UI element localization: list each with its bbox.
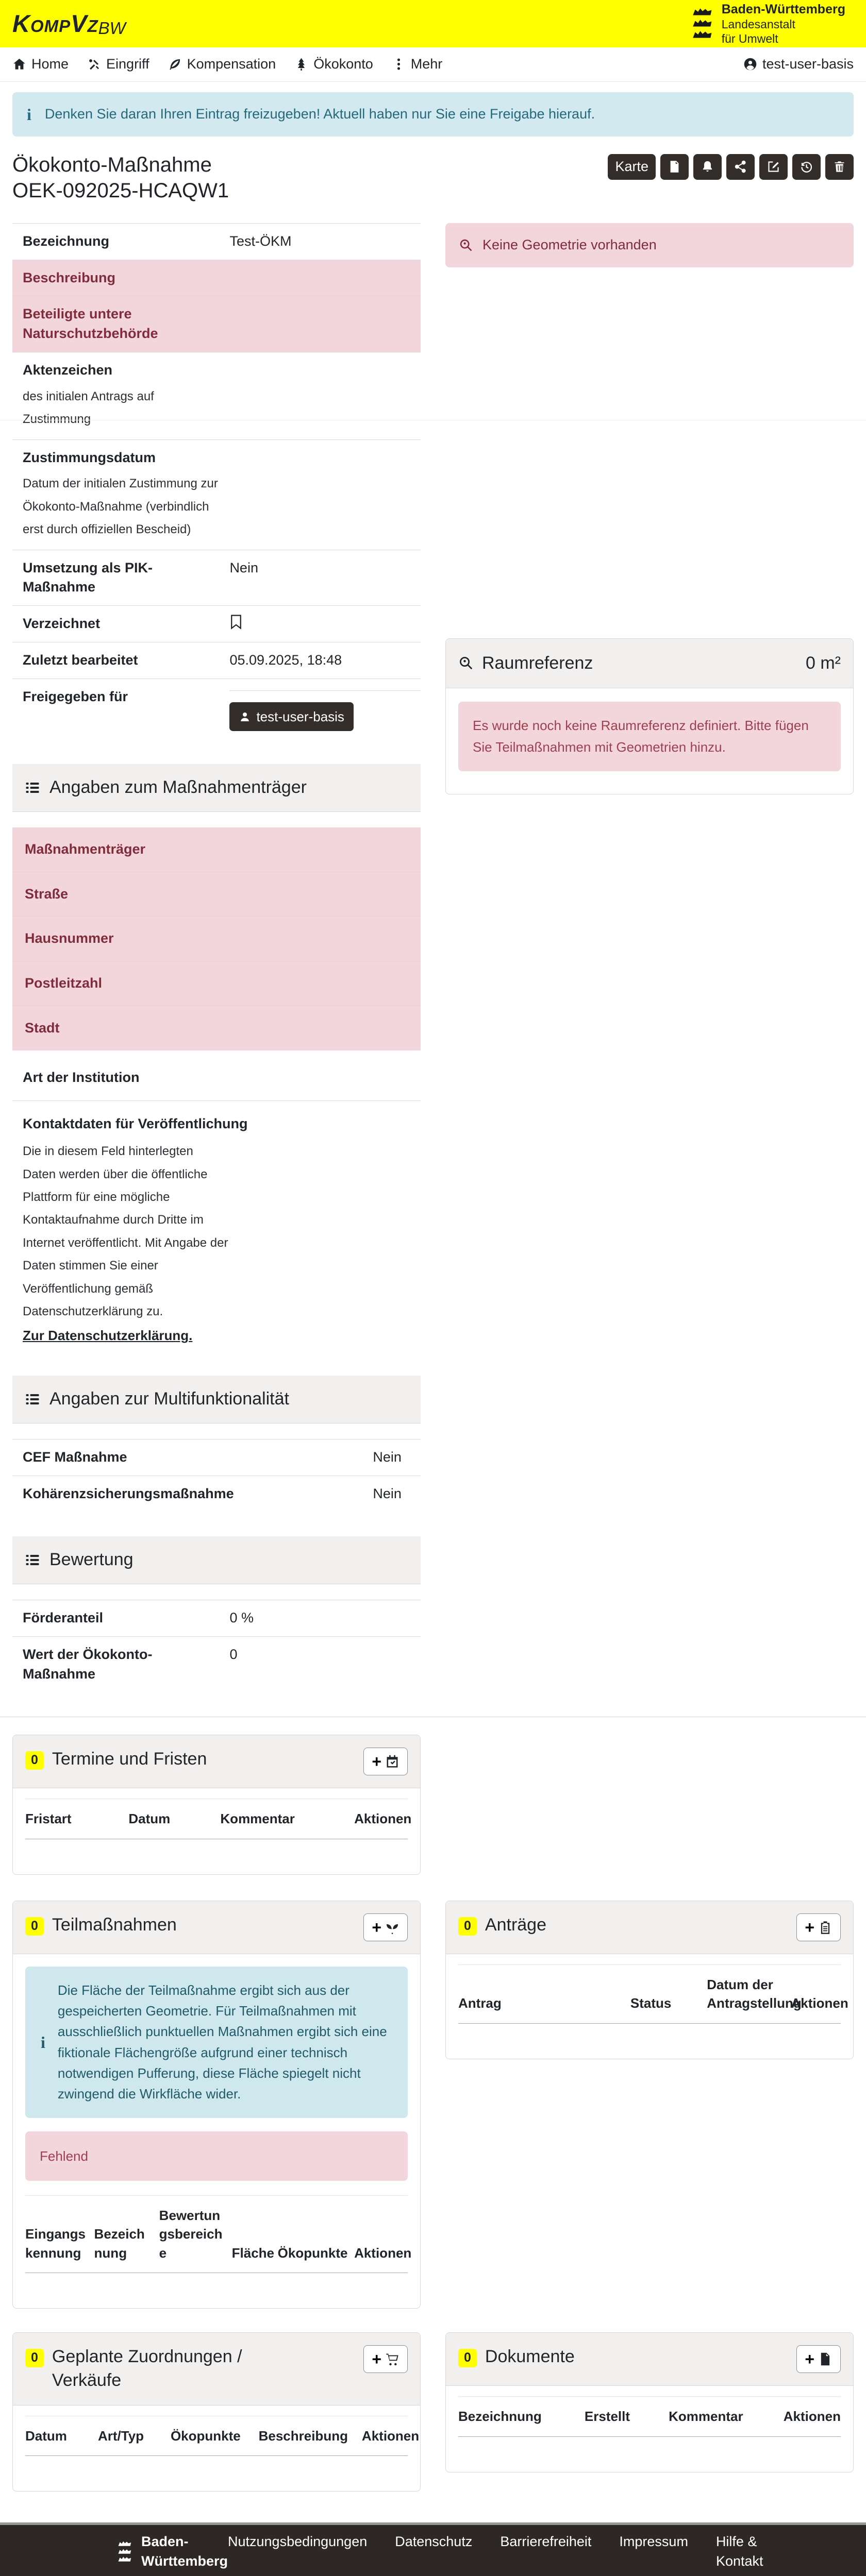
history-icon	[800, 160, 813, 174]
footer-brand-label: Baden-Württemberg	[141, 2533, 228, 2569]
teilmassnahmen-info-alert	[25, 1967, 408, 2118]
detail-row-wert	[12, 1637, 421, 1692]
list-icon	[25, 1392, 40, 1407]
footer-link-impressum[interactable]: Impressum	[619, 2533, 688, 2549]
kompvz-logo[interactable]	[12, 7, 126, 41]
detail-help-text: Datum der initialen Zustimmung zur Ökokonto-Maßnahme (verbindlich erst durch offiziellen Bescheid)	[23, 477, 218, 537]
col-fristart: Fristart	[25, 1799, 128, 1839]
multifunktionalitaet-table	[12, 1439, 421, 1512]
col-erstellt: Erstellt	[585, 2397, 669, 2436]
antraege-count-badge: 0	[458, 1917, 477, 1936]
teilmassnahmen-title: Teilmaßnahmen	[52, 1914, 177, 1935]
karte-button-label: Karte	[615, 159, 648, 175]
calendar-check-icon	[385, 1754, 399, 1769]
brand-line-1: Baden-Württemberg	[721, 2, 845, 16]
left-column	[12, 223, 421, 1692]
col-kommentar: Kommentar	[669, 2397, 779, 2436]
col-flaeche: Fläche	[232, 2195, 278, 2273]
freigabe-user-badge[interactable]	[229, 702, 354, 731]
detail-row-zustimmungsdatum	[12, 440, 421, 550]
termine-count-badge: 0	[25, 1751, 44, 1770]
plus-icon: +	[372, 2350, 381, 2369]
history-button[interactable]	[792, 154, 821, 180]
col-antrag: Antrag	[458, 1964, 630, 2023]
action-toolbar	[608, 154, 854, 180]
home-icon	[12, 57, 26, 71]
col-status: Status	[630, 1964, 707, 2023]
detail-value: 0	[229, 1646, 238, 1662]
plus-icon: +	[805, 2350, 814, 2369]
missing-row-strasse: Straße	[12, 872, 421, 917]
detail-row-cef	[12, 1439, 421, 1476]
section-title: Bewertung	[49, 1550, 134, 1570]
ellipsis-vertical-icon	[392, 57, 406, 71]
termine-title: Termine und Fristen	[52, 1749, 207, 1769]
raumreferenz-card	[445, 638, 854, 795]
nav-item-label: Ökokonto	[313, 56, 373, 72]
bell-icon	[701, 160, 714, 174]
report-button[interactable]	[660, 154, 689, 180]
clipboard-icon	[818, 1920, 832, 1935]
seedling-icon	[385, 1920, 399, 1935]
detail-label: Verzeichnet	[23, 616, 101, 632]
col-oekopunkte: Ökopunkte	[278, 2195, 354, 2273]
art-der-institution-label: Art der Institution	[12, 1055, 421, 1101]
col-bezeichnung: Bezeichnung	[458, 2397, 585, 2436]
delete-button[interactable]	[825, 154, 854, 180]
nav-item-label: Home	[31, 56, 69, 72]
nav-item-label: Eingriff	[106, 56, 149, 72]
detail-label: Förderanteil	[23, 1609, 104, 1625]
edit-button[interactable]	[759, 154, 788, 180]
detail-row-verzeichnet	[12, 606, 421, 642]
file-icon	[818, 2352, 832, 2366]
main-content	[0, 92, 866, 1692]
info-icon: i	[27, 105, 31, 124]
no-geometry-alert	[445, 223, 854, 267]
footer-brand	[118, 2532, 228, 2571]
user-icon	[239, 710, 251, 723]
section-title: Angaben zur Multifunktionalität	[49, 1389, 289, 1409]
bw-lions-logo-white	[118, 2540, 133, 2564]
detail-row-aktenzeichen	[12, 352, 421, 440]
antraege-title: Anträge	[485, 1914, 546, 1935]
info-icon: i	[41, 2032, 45, 2052]
kontaktdaten-block	[12, 1101, 421, 1351]
add-teilmassnahme-button[interactable]	[363, 1913, 408, 1941]
tools-icon	[87, 57, 101, 71]
nav-item-kompensation[interactable]	[168, 55, 276, 74]
add-antrag-button[interactable]	[796, 1913, 841, 1941]
col-datum: Datum	[25, 2416, 98, 2455]
user-menu[interactable]	[743, 55, 854, 74]
detail-value: 05.09.2025, 18:48	[229, 652, 342, 668]
cart-icon	[385, 2352, 399, 2366]
raumreferenz-area-value: 0 m²	[806, 653, 841, 673]
top-bar	[0, 0, 866, 47]
detail-row-freigegeben	[12, 679, 421, 739]
section-header-bewertung	[12, 1536, 421, 1584]
raumreferenz-alert: Es wurde noch keine Raumreferenz definiert. Bitte fügen Sie Teilmaßnahmen mit Geometrien hinzu.	[458, 702, 841, 771]
col-art-typ: Art/Typ	[98, 2416, 171, 2455]
detail-row-foerderanteil	[12, 1600, 421, 1637]
col-bezeichnung: Bezeichnung	[94, 2195, 159, 2273]
detail-label: Wert der Ökokonto-Maßnahme	[23, 1646, 153, 1682]
zuordnungen-card	[12, 2332, 421, 2492]
footer	[0, 2522, 866, 2576]
detail-row-pik	[12, 550, 421, 606]
bewertung-table	[12, 1600, 421, 1692]
section-header-multifunktionalitaet	[12, 1376, 421, 1423]
brand-line-2: Landesanstalt	[721, 18, 795, 31]
col-aktionen: Aktionen	[354, 1799, 408, 1839]
col-datum-antragstellung: Datum der Antragstellung	[707, 1964, 791, 2023]
detail-label: Freigegeben für	[23, 688, 128, 704]
list-icon	[25, 1552, 40, 1568]
nav-item-mehr[interactable]	[392, 55, 443, 74]
detail-value: Nein	[229, 560, 258, 575]
plus-icon: +	[372, 1918, 381, 1937]
nav-item-home[interactable]	[12, 55, 69, 74]
list-icon	[25, 780, 40, 795]
user-name: test-user-basis	[762, 56, 854, 72]
detail-row-naturschutzbehoerde	[12, 296, 421, 352]
kompvz-logo-sub: BW	[98, 19, 126, 38]
missing-row-hausnummer: Hausnummer	[12, 916, 421, 961]
details-table	[12, 223, 421, 739]
detail-value: Test-ÖKM	[229, 233, 292, 249]
col-beschreibung: Beschreibung	[259, 2416, 362, 2455]
dokumente-table	[458, 2396, 841, 2457]
footer-link-hilfe-kontakt[interactable]: Hilfe & Kontakt	[715, 2533, 763, 2569]
nav-item-label: Mehr	[410, 56, 443, 72]
search-location-icon	[458, 655, 474, 671]
detail-value: 0 %	[229, 1609, 254, 1625]
notification-button[interactable]	[693, 154, 722, 180]
teilmassnahmen-count-badge: 0	[25, 1917, 44, 1936]
footer-links	[228, 2532, 763, 2571]
dokumente-count-badge: 0	[458, 2349, 477, 2367]
detail-row-bezeichnung	[12, 224, 421, 260]
col-bewertungsbereiche: Bewertungsbereiche	[159, 2195, 232, 2273]
detail-label: Zustimmungsdatum	[23, 449, 156, 465]
right-column	[445, 223, 854, 1692]
zuordnungen-table	[25, 2416, 420, 2477]
release-notice-text: Denken Sie daran Ihren Eintrag freizugeben! Aktuell haben nur Sie eine Freigabe hierauf.	[44, 106, 595, 122]
col-aktionen: Aktionen	[354, 2195, 408, 2273]
detail-label-missing: Beschreibung	[23, 269, 116, 285]
kompvz-logo-main: KompVz	[12, 10, 98, 38]
dokumente-card	[445, 2332, 854, 2472]
leaf-icon	[168, 57, 182, 71]
share-button[interactable]	[726, 154, 755, 180]
page-title-id: OEK-092025-HCAQW1	[12, 179, 229, 202]
raumreferenz-title: Raumreferenz	[482, 653, 593, 673]
plus-icon: +	[372, 1752, 381, 1771]
teilmassnahmen-info-text: Die Fläche der Teilmaßnahme ergibt sich aus der gespeicherten Geometrie. Für Teilmaßnahmen mit ausschließlich punktuellen Maßnahmen ergibt sich eine fiktionale Flächengröße aufgrund einer technisch notwendigen Pufferung, diese Fläche spiegelt nicht zwingend die Wirkfläche wider.	[57, 1982, 387, 2102]
detail-label: Aktenzeichen	[23, 362, 113, 378]
add-dokument-button[interactable]	[796, 2345, 841, 2373]
detail-label-missing: Beteiligte untere Naturschutzbehörde	[23, 306, 158, 342]
detail-label: Zuletzt bearbeitet	[23, 652, 138, 668]
detail-label: Bezeichnung	[23, 233, 110, 249]
col-aktionen: Aktionen	[362, 2416, 408, 2455]
freigabe-user-name: test-user-basis	[256, 708, 344, 724]
bw-brand	[692, 2, 845, 46]
teilmassnahmen-missing-alert: Fehlend	[25, 2131, 408, 2181]
file-text-icon	[668, 160, 681, 174]
detail-row-beschreibung	[12, 260, 421, 297]
zuordnungen-count-badge: 0	[25, 2349, 44, 2367]
section-title: Angaben zum Maßnahmenträger	[49, 777, 307, 798]
edit-icon	[767, 160, 780, 174]
nav-item-eingriff[interactable]	[87, 55, 149, 74]
no-geometry-text: Keine Geometrie vorhanden	[482, 236, 657, 252]
missing-row-massnahmentraeger: Maßnahmenträger	[12, 827, 421, 872]
page-title	[12, 152, 229, 204]
missing-row-postleitzahl: Postleitzahl	[12, 961, 421, 1006]
col-aktionen: Aktionen	[779, 2397, 841, 2436]
col-datum: Datum	[128, 1799, 220, 1839]
detail-label: Kohärenzsicherungsmaßnahme	[23, 1485, 234, 1501]
raumreferenz-header	[446, 639, 853, 689]
zuordnungen-title: Geplante Zuordnungen / Verkäufe	[52, 2347, 242, 2390]
page-title-type: Ökokonto-Maßnahme	[12, 153, 212, 176]
detail-value: Nein	[373, 1449, 402, 1465]
plus-icon: +	[805, 1918, 814, 1937]
detail-help-text: des initialen Antrags auf Zustimmung	[23, 389, 154, 427]
nav-item-oekokonto[interactable]	[294, 55, 373, 74]
antraege-card	[445, 1901, 854, 2059]
bw-lions-logo	[692, 7, 714, 41]
add-zuordnung-button[interactable]	[363, 2345, 408, 2373]
dokumente-title: Dokumente	[485, 2347, 575, 2367]
share-icon	[734, 160, 747, 174]
user-icon	[743, 57, 757, 71]
nav-item-label: Kompensation	[187, 56, 276, 72]
teilmassnahmen-card	[12, 1901, 421, 2309]
release-notice-alert	[12, 92, 854, 137]
trash-icon	[832, 160, 846, 174]
kontaktdaten-help-text: Die in diesem Feld hinterlegten Daten werden über die öffentliche Plattform für eine mögliche Kontaktaufnahme durch Dritte im Internet veröffentlicht. Mit Angabe der Daten stimmen Sie einer Veröffentlichung gemäß Datenschutzerklärung zu.	[23, 1144, 228, 1319]
traeger-missing-rows	[12, 827, 421, 1050]
col-aktionen: Aktionen	[791, 1964, 841, 2023]
teilmassnahmen-table	[25, 2195, 412, 2294]
detail-label: CEF Maßnahme	[23, 1449, 127, 1465]
col-kommentar: Kommentar	[220, 1799, 354, 1839]
search-location-icon	[459, 238, 473, 252]
footer-link-barrierefreiheit[interactable]: Barrierefreiheit	[500, 2533, 592, 2549]
missing-row-stadt: Stadt	[12, 1006, 421, 1050]
antraege-table	[458, 1964, 848, 2044]
freigabe-list-divider	[229, 690, 421, 691]
footer-link-nutzungsbedingungen[interactable]: Nutzungsbedingungen	[228, 2533, 368, 2549]
karte-button[interactable]	[608, 154, 656, 180]
col-eingangskennung: Eingangskennung	[25, 2195, 94, 2273]
add-termin-button[interactable]	[363, 1748, 408, 1775]
bookmark-icon	[229, 614, 421, 630]
termine-table	[25, 1799, 412, 1859]
section-header-massnahmentraeger	[12, 764, 421, 812]
termine-card	[12, 1735, 421, 1874]
detail-label: Umsetzung als PIK-Maßnahme	[23, 560, 153, 595]
col-oekopunkte: Ökopunkte	[171, 2416, 259, 2455]
footer-link-datenschutz[interactable]: Datenschutz	[395, 2533, 473, 2549]
detail-value: Nein	[373, 1485, 402, 1501]
tree-icon	[294, 57, 308, 71]
main-nav	[0, 47, 866, 82]
brand-line-3: für Umwelt	[721, 32, 778, 46]
detail-row-zuletzt-bearbeitet	[12, 642, 421, 679]
detail-row-kohaerenz	[12, 1476, 421, 1512]
datenschutz-link[interactable]: Zur Datenschutzerklärung.	[23, 1328, 193, 1344]
kontaktdaten-label: Kontaktdaten für Veröffentlichung	[23, 1116, 248, 1132]
